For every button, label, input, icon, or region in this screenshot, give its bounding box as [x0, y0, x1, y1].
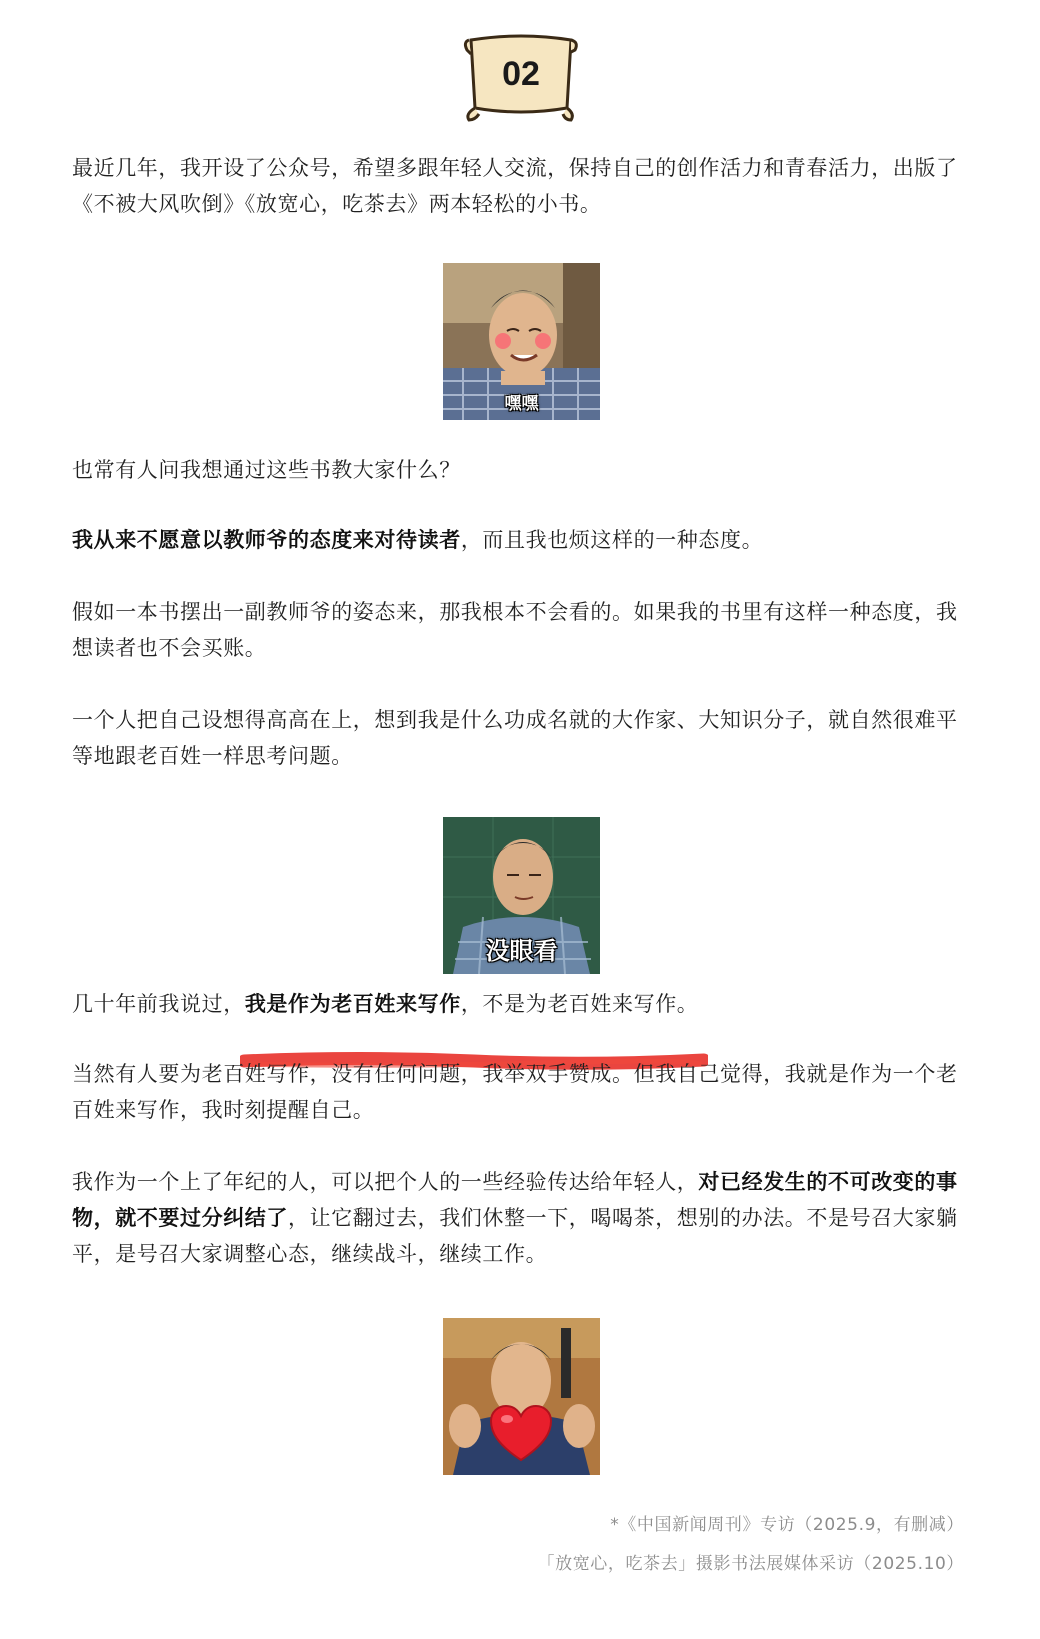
paragraph-question: 也常有人问我想通过这些书教大家什么？ — [72, 458, 461, 482]
section-number: 02 — [502, 54, 540, 93]
bold-statement: 我是作为老百姓来写作 — [244, 992, 461, 1016]
bold-statement: 对已经发生的不可改变的事物，就不要过分纠结了 — [72, 1170, 958, 1230]
credit-line-1: *《中国新闻周刊》专访（2025.9，有删减） — [610, 1515, 964, 1535]
paragraph-high-position: 一个人把自己设想得高高在上，想到我是什么功成名就的大作家、大知识分子，就自然很难平等地跟老百姓一样思考问题。 — [72, 708, 958, 768]
bold-statement: 我从来不愿意以教师爷的态度来对待读者 — [72, 528, 461, 552]
paragraph-for-commoners: 几十年前我说过，我是作为老百姓来写作，不是为老百姓来写作。 — [72, 992, 699, 1016]
meme-caption-cant-look: 没眼看 — [485, 937, 558, 965]
credit-line-2: 「放宽心，吃茶去」摄影书法展媒体采访（2025.10） — [537, 1554, 964, 1574]
heart-icon — [489, 1404, 553, 1462]
section-scroll-banner — [459, 30, 583, 122]
meme-image-hehe — [443, 263, 600, 420]
paragraph-writing-as-commoner: 当然有人要为老百姓写作，没有任何问题，我举双手赞成。但我自己觉得，我就是作为一个老百姓来写作，我时刻提醒自己。 — [72, 1062, 958, 1122]
meme-image-heart — [443, 1318, 600, 1475]
paragraph-teacher-attitude: 我从来不愿意以教师爷的态度来对待读者，而且我也烦这样的一种态度。 — [72, 528, 764, 552]
paragraph-experience: 我作为一个上了年纪的人，可以把个人的一些经验传达给年轻人，对已经发生的不可改变的事物，就不要过分纠结了，让它翻过去，我们休整一下，喝喝茶，想别的办法。不是号召大家躺平，是号召大家调整心态，继续战斗，继续工作。 — [72, 1170, 958, 1266]
meme-caption-hehe: 嘿嘿 — [504, 394, 539, 414]
meme-image-cant-look — [443, 817, 600, 974]
paragraph-book-posture: 假如一本书摆出一副教师爷的姿态来，那我根本不会看的。如果我的书里有这样一种态度，我想读者也不会买账。 — [72, 600, 958, 660]
paragraph-intro: 最近几年，我开设了公众号，希望多跟年轻人交流，保持自己的创作活力和青春活力，出版了《不被大风吹倒》《放宽心，吃茶去》两本轻松的小书。 — [72, 156, 958, 216]
